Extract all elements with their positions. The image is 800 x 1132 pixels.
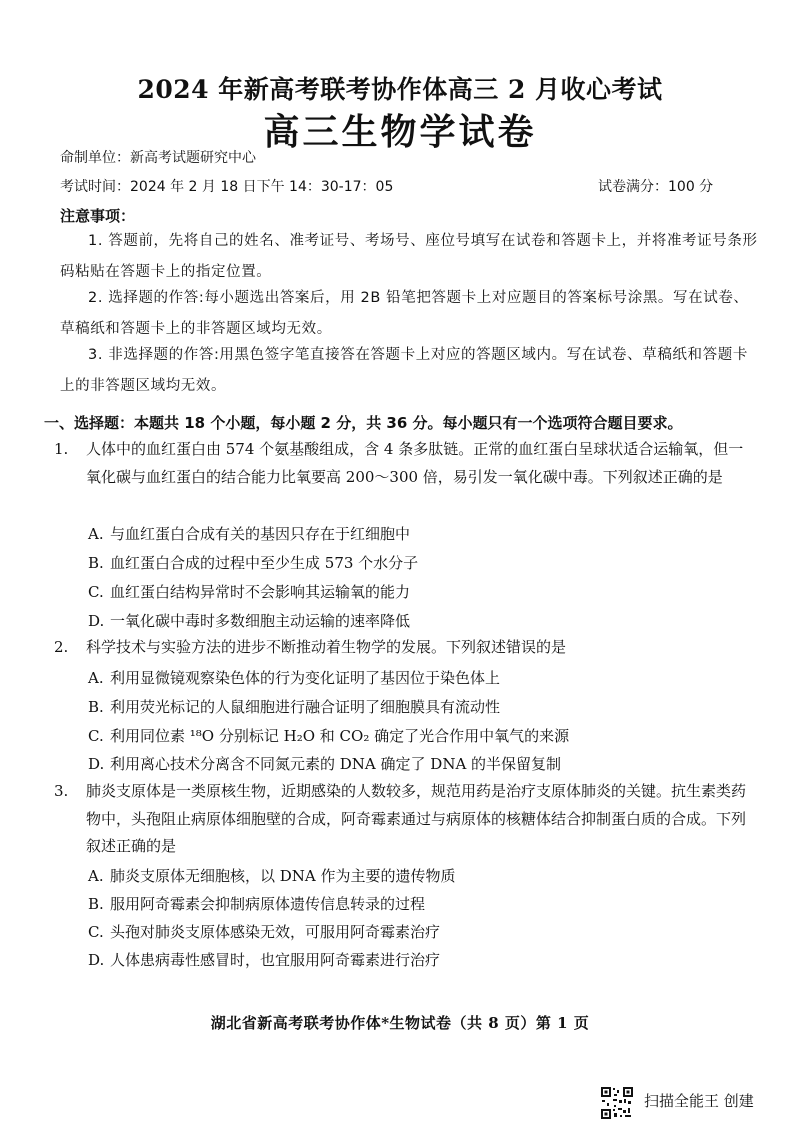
- option-letter: C.: [88, 923, 104, 941]
- question-stem: 科学技术与实验方法的进步不断推动着生物学的发展。下列叙述错误的是: [86, 638, 567, 656]
- notice-heading: 注意事项：: [60, 207, 136, 225]
- question-option: [88, 610, 410, 631]
- question-option: [88, 552, 418, 573]
- option-text: 血红蛋白合成的过程中至少生成 573 个水分子: [110, 554, 419, 572]
- option-letter: A.: [88, 669, 104, 687]
- question-option: [88, 921, 440, 942]
- option-text: 利用同位素 ¹⁸O 分别标记 H₂O 和 CO₂ 确定了光合作用中氧气的来源: [110, 727, 570, 745]
- section-heading: 一、选择题：本题共 18 个小题，每小题 2 分，共 36 分。每小题只有一个选项符合题目要求。: [44, 414, 683, 432]
- notice-item: 3. 非选择题的作答:用黑色签字笔直接答在答题卡上对应的答题区域内。写在试卷、草稿纸和答题卡上的非答题区域均无效。: [60, 347, 748, 394]
- question-option: [88, 523, 410, 544]
- question-stem: 肺炎支原体是一类原核生物，近期感染的人数较多，规范用药是治疗支原体肺炎的关键。抗生素类药物中，头孢阻止病原体细胞壁的合成，阿奇霉素通过与病原体的核糖体结合抑制蛋白质的合成。下列叙述正确的是: [86, 782, 747, 855]
- option-letter: D.: [88, 612, 105, 630]
- option-text: 利用离心技术分离含不同氮元素的 DNA 确定了 DNA 的半保留复制: [110, 755, 562, 773]
- option-text: 与血红蛋白合成有关的基因只存在于红细胞中: [110, 525, 411, 543]
- question-option: [88, 753, 561, 774]
- notice-item: 1. 答题前，先将自己的姓名、准考证号、考场号、座位号填写在试卷和答题卡上，并将准考证号条形码粘贴在答题卡上的指定位置。: [60, 233, 758, 280]
- option-letter: B.: [88, 895, 104, 913]
- question-option: [88, 949, 440, 970]
- question-option: [88, 667, 500, 688]
- question-option: [88, 696, 500, 717]
- option-text: 一氧化碳中毒时多数细胞主动运输的速率降低: [110, 612, 411, 630]
- compiling-unit: 命制单位：新高考试题研究中心: [60, 150, 256, 166]
- exam-subtitle: 高三生物学试卷: [263, 111, 537, 153]
- option-text: 血红蛋白结构异常时不会影响其运输氧的能力: [110, 583, 411, 601]
- scanner-watermark: 扫描全能王 创建: [644, 1092, 754, 1110]
- option-text: 利用荧光标记的人鼠细胞进行融合证明了细胞膜具有流动性: [110, 698, 501, 716]
- question-stem: 人体中的血红蛋白由 574 个氨基酸组成，含 4 条多肽链。正常的血红蛋白呈球状适合运输氧，但一氧化碳与血红蛋白的结合能力比氧要高 200～300 倍，易引发一氧化碳中毒。下列叙述正确的是: [86, 440, 744, 486]
- option-letter: C.: [88, 727, 104, 745]
- option-text: 头孢对肺炎支原体感染无效，可服用阿奇霉素治疗: [110, 923, 441, 941]
- option-letter: D.: [88, 755, 105, 773]
- option-letter: D.: [88, 951, 105, 969]
- question-option: [88, 865, 456, 886]
- option-letter: B.: [88, 554, 104, 572]
- option-text: 肺炎支原体无细胞核，以 DNA 作为主要的遗传物质: [110, 867, 456, 885]
- option-text: 利用显微镜观察染色体的行为变化证明了基因位于染色体上: [110, 669, 501, 687]
- option-text: 人体患病毒性感冒时，也宜服用阿奇霉素进行治疗: [110, 951, 441, 969]
- question-number: 3.: [54, 782, 69, 800]
- notice-item: 2. 选择题的作答:每小题选出答案后，用 2B 铅笔把答题卡上对应题目的答案标号涂黑。写在试卷、草稿纸和答题卡上的非答题区域均无效。: [60, 290, 749, 337]
- question-number: 2.: [54, 638, 69, 656]
- qr-code-icon: [600, 1086, 634, 1120]
- question-option: [88, 893, 425, 914]
- question-number: 1.: [54, 440, 69, 458]
- question-option: [88, 581, 410, 602]
- option-letter: C.: [88, 583, 104, 601]
- full-score: 试卷满分：100 分: [598, 179, 714, 195]
- option-letter: B.: [88, 698, 104, 716]
- option-letter: A.: [88, 525, 104, 543]
- question-option: [88, 725, 569, 746]
- option-text: 服用阿奇霉素会抑制病原体遗传信息转录的过程: [110, 895, 426, 913]
- page-footer: 湖北省新高考联考协作体*生物试卷（共 8 页）第 1 页: [210, 1014, 590, 1032]
- exam-title: 2024 年新高考联考协作体高三 2 月收心考试: [137, 75, 663, 104]
- option-letter: A.: [88, 867, 104, 885]
- exam-time: 考试时间：2024 年 2 月 18 日下午 14：30-17：05: [60, 179, 394, 195]
